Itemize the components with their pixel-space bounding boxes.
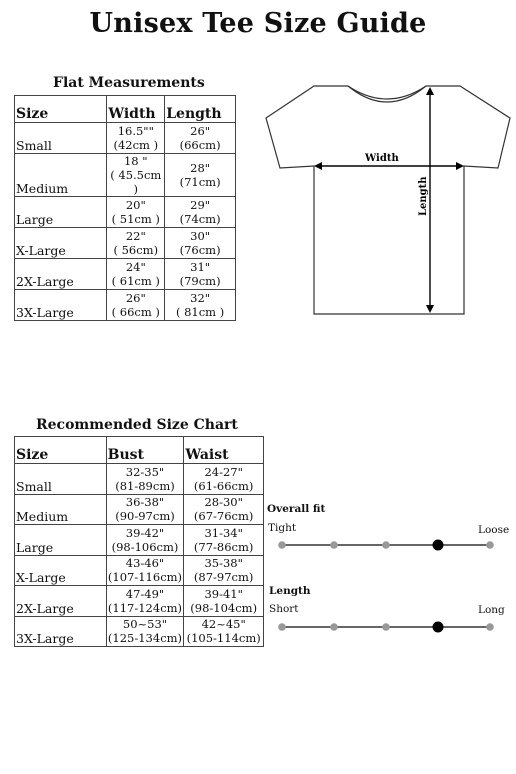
bust-cell: 43-46" (107-116cm) [107,556,183,585]
table-row [15,586,264,617]
size-cell: 3X-Large [15,290,107,321]
width-cell: 18 " ( 45.5cm ) [107,154,165,197]
bust-cell: 50~53" (125-134cm) [107,617,183,646]
length-fit-scale [276,617,498,637]
size-cell: Small [15,464,107,495]
waist-cell: 24-27" (61-66cm) [184,464,264,495]
size-cell: Large [15,525,107,556]
scale-tick [330,623,338,631]
waist-cell: 42~45" (105-114cm) [184,616,264,647]
width-arrow-left-head [314,162,322,170]
table-row [15,494,264,525]
table-row [15,616,264,647]
overall-fit-scale [276,535,498,555]
table-row [15,525,264,556]
bust-cell: 39-42" (98-106cm) [106,525,184,556]
header-size: Size [15,437,107,464]
overall-fit-right-label: Loose [478,524,510,536]
header-waist: Waist [184,437,264,464]
tshirt-diagram [262,78,512,318]
table-row [15,259,236,290]
length-cell: 30" (76cm) [165,228,236,259]
length-fit-right-label: Long [478,604,505,616]
size-cell: 2X-Large [15,586,107,617]
width-label: Width [365,153,399,164]
length-cell: 31" (79cm) [165,259,236,290]
size-cell: X-Large [15,555,107,586]
header-width: Width [107,96,165,123]
scale-tick [486,541,494,549]
length-label: Length [418,176,429,216]
size-cell: X-Large [15,228,107,259]
header-size: Size [15,96,107,123]
width-cell: 26" ( 66cm ) [107,290,165,321]
size-cell: 2X-Large [15,259,107,290]
size-cell: Large [15,197,107,228]
length-fit-left-label: Short [269,603,299,615]
table-row [15,290,236,321]
scale-selected-marker [433,622,444,633]
page-title: Unisex Tee Size Guide [89,8,427,39]
scale-selected-marker [433,540,444,551]
waist-cell: 35-38" (87-97cm) [184,555,264,586]
overall-fit-left-label: Tight [268,522,297,534]
size-cell: 3X-Large [15,616,107,647]
scale-tick [382,623,390,631]
waist-cell: 39-41" (98-104cm) [184,586,264,617]
length-fit-title: Length [269,585,311,597]
size-cell: Medium [15,154,107,197]
width-cell: 22" ( 56cm) [107,228,165,259]
bust-cell: 32-35" (81-89cm) [106,464,184,495]
width-cell: 20" ( 51cm ) [107,197,165,228]
table-row [15,154,236,197]
scale-tick [278,623,286,631]
table-row [15,197,236,228]
table-row [15,555,264,586]
width-cell: 16.5"" (42cm ) [107,123,165,154]
flat-measurements-title: Flat Measurements [53,75,205,91]
length-cell: 26" (66cm) [165,123,236,154]
header-length: Length [165,96,236,123]
width-arrow-right-head [456,162,464,170]
length-cell: 32" ( 81cm ) [165,290,236,321]
recommended-size-table [14,436,264,647]
table-row [15,464,264,495]
scale-tick [486,623,494,631]
table-row [15,123,236,154]
flat-measurements-table [14,95,236,321]
recommended-size-chart-title: Recommended Size Chart [36,417,238,433]
bust-cell: 47-49" (117-124cm) [107,586,183,615]
scale-tick [330,541,338,549]
length-cell: 29" (74cm) [165,197,236,228]
overall-fit-title: Overall fit [267,503,326,515]
waist-cell: 28-30" (67-76cm) [184,494,264,525]
header-bust: Bust [106,437,184,464]
bust-cell: 36-38" (90-97cm) [106,494,184,525]
scale-tick [382,541,390,549]
size-cell: Medium [15,494,107,525]
tshirt-outline [266,86,510,314]
width-cell: 24" ( 61cm ) [107,259,165,290]
size-cell: Small [15,123,107,154]
scale-tick [278,541,286,549]
length-arrow-top-head [426,87,434,95]
table-row [15,228,236,259]
waist-cell: 31-34" (77-86cm) [184,525,264,556]
length-cell: 28" (71cm) [165,154,236,197]
length-arrow-bottom-head [426,305,434,313]
